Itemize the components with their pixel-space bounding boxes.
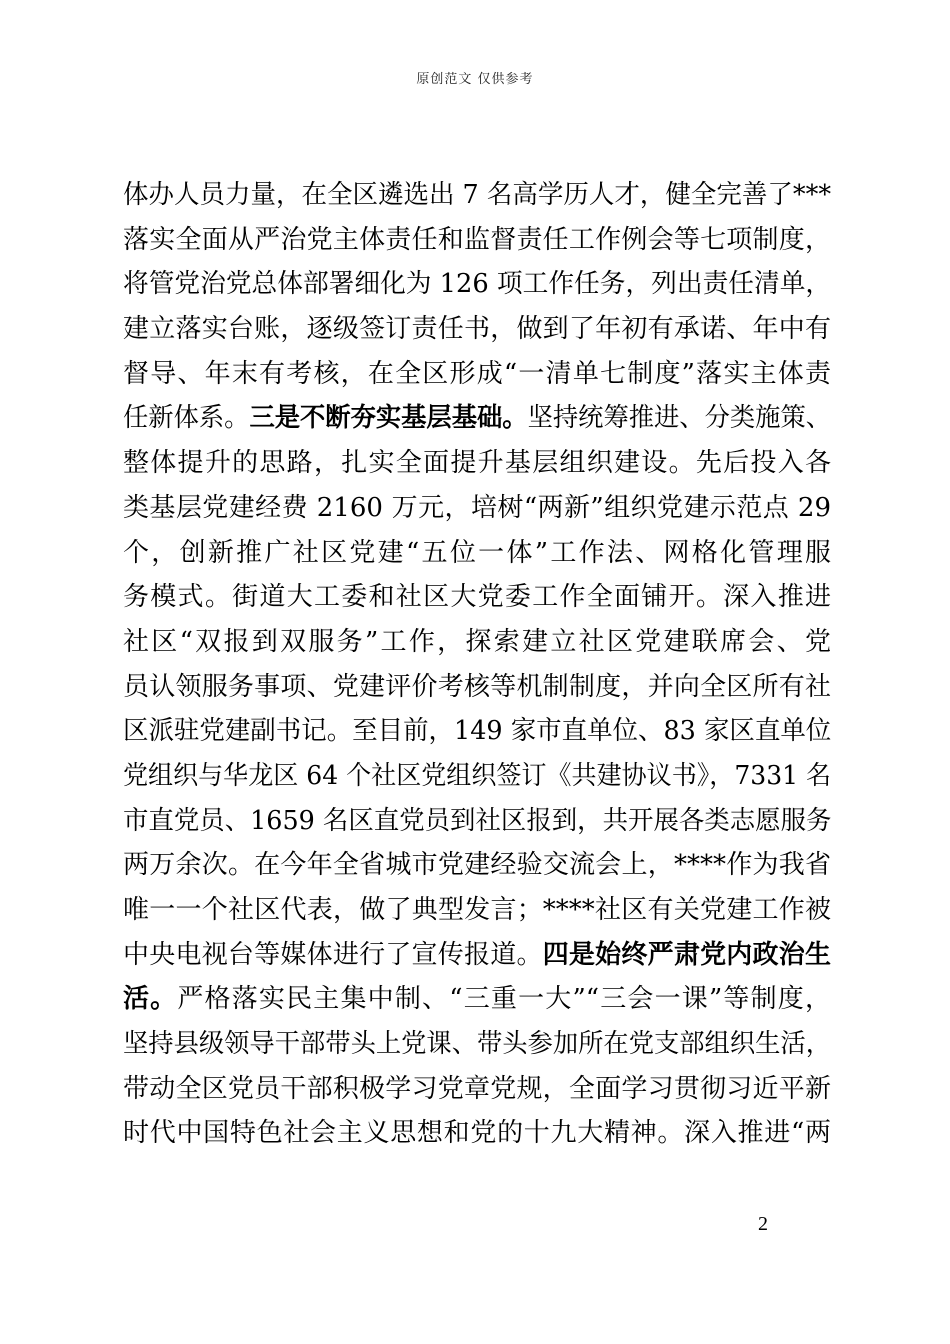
document-body xyxy=(123,180,832,1178)
text-line xyxy=(123,173,831,218)
body-text-segment: 区派驻党建副书记。至目前，149 家市直单位、83 家区直单位 xyxy=(123,716,832,747)
text-line xyxy=(123,575,831,620)
text-line xyxy=(123,1111,831,1156)
text-line xyxy=(123,754,831,799)
body-text-segment: 坚持统筹推进、分类施策、 xyxy=(527,403,832,434)
text-line xyxy=(123,396,831,441)
body-text-segment: 中央电视台等媒体进行了宣传报道。 xyxy=(123,939,543,970)
text-line xyxy=(123,486,831,531)
body-text-segment: 两万余次。在今年全省城市党建经验交流会上，****作为我省 xyxy=(123,850,831,881)
body-text-segment: 类基层党建经费 2160 万元，培树“两新”组织党建示范点 29 xyxy=(123,492,831,523)
text-line xyxy=(123,307,831,352)
bold-heading-text: 活。 xyxy=(123,984,178,1015)
text-line xyxy=(123,1067,831,1112)
body-text-segment: 将管党治党总体部署细化为 126 项工作任务，列出责任清单， xyxy=(123,269,832,300)
text-line xyxy=(123,933,831,978)
body-text-segment: 坚持县级领导干部带头上党课、带头参加所在党支部组织生活， xyxy=(123,1029,831,1060)
text-line xyxy=(123,352,831,397)
page-header: 原创范文 仅供参考 xyxy=(416,72,534,87)
body-text-segment: 督导、年末有考核，在全区形成“一清单七制度”落实主体责 xyxy=(123,358,831,389)
body-text-segment: 唯一一个社区代表，做了典型发言；****社区有关党建工作被 xyxy=(123,895,831,925)
body-text-segment: 市直党员、1659 名区直党员到社区报到，共开展各类志愿服务 xyxy=(123,805,832,836)
body-text-segment: 员认领服务事项、党建评价考核等机制制度，并向全区所有社 xyxy=(123,671,831,702)
text-line xyxy=(123,977,831,1022)
bold-heading-text: 三是不断夯实基层基础。 xyxy=(249,403,528,434)
text-line xyxy=(123,262,831,307)
page-number: 2 xyxy=(758,1213,768,1235)
text-line xyxy=(123,441,831,486)
body-text-segment: 整体提升的思路，扎实全面提升基层组织建设。先后投入各 xyxy=(123,448,831,479)
body-text-segment: 建立落实台账，逐级签订责任书，做到了年初有承诺、年中有 xyxy=(123,314,831,345)
body-text-segment: 落实全面从严治党主体责任和监督责任工作例会等七项制度， xyxy=(123,224,831,255)
text-line xyxy=(123,709,831,754)
body-text-segment: 带动全区党员干部积极学习党章党规，全面学习贯彻习近平新 xyxy=(123,1073,831,1104)
body-text-segment: 个，创新推广社区党建“五位一体”工作法、网格化管理服 xyxy=(123,537,831,568)
body-text-segment: 严格落实民主集中制、“三重一大”“三会一课”等制度， xyxy=(177,984,831,1015)
text-line xyxy=(123,843,831,888)
bold-heading-text: 四是始终严肃党内政治生 xyxy=(542,939,831,970)
body-text-segment: 任新体系。 xyxy=(123,403,250,434)
text-line xyxy=(123,531,831,576)
body-text-segment: 党组织与华龙区 64 个社区党组织签订《共建协议书》，7331 名 xyxy=(123,760,832,791)
body-text-segment: 体办人员力量，在全区遴选出 7 名高学历人才，健全完善了*** xyxy=(123,180,832,210)
text-line xyxy=(123,799,831,844)
text-line xyxy=(123,665,831,710)
body-text-segment: 务模式。街道大工委和社区大党委工作全面铺开。深入推进 xyxy=(123,582,831,613)
text-line xyxy=(123,620,831,665)
body-text-segment: 时代中国特色社会主义思想和党的十九大精神。深入推进“两 xyxy=(123,1118,831,1149)
text-line xyxy=(123,888,831,933)
body-text-segment: 社区“双报到双服务”工作，探索建立社区党建联席会、党 xyxy=(123,626,831,657)
text-line xyxy=(123,1022,831,1067)
text-line xyxy=(123,218,831,263)
